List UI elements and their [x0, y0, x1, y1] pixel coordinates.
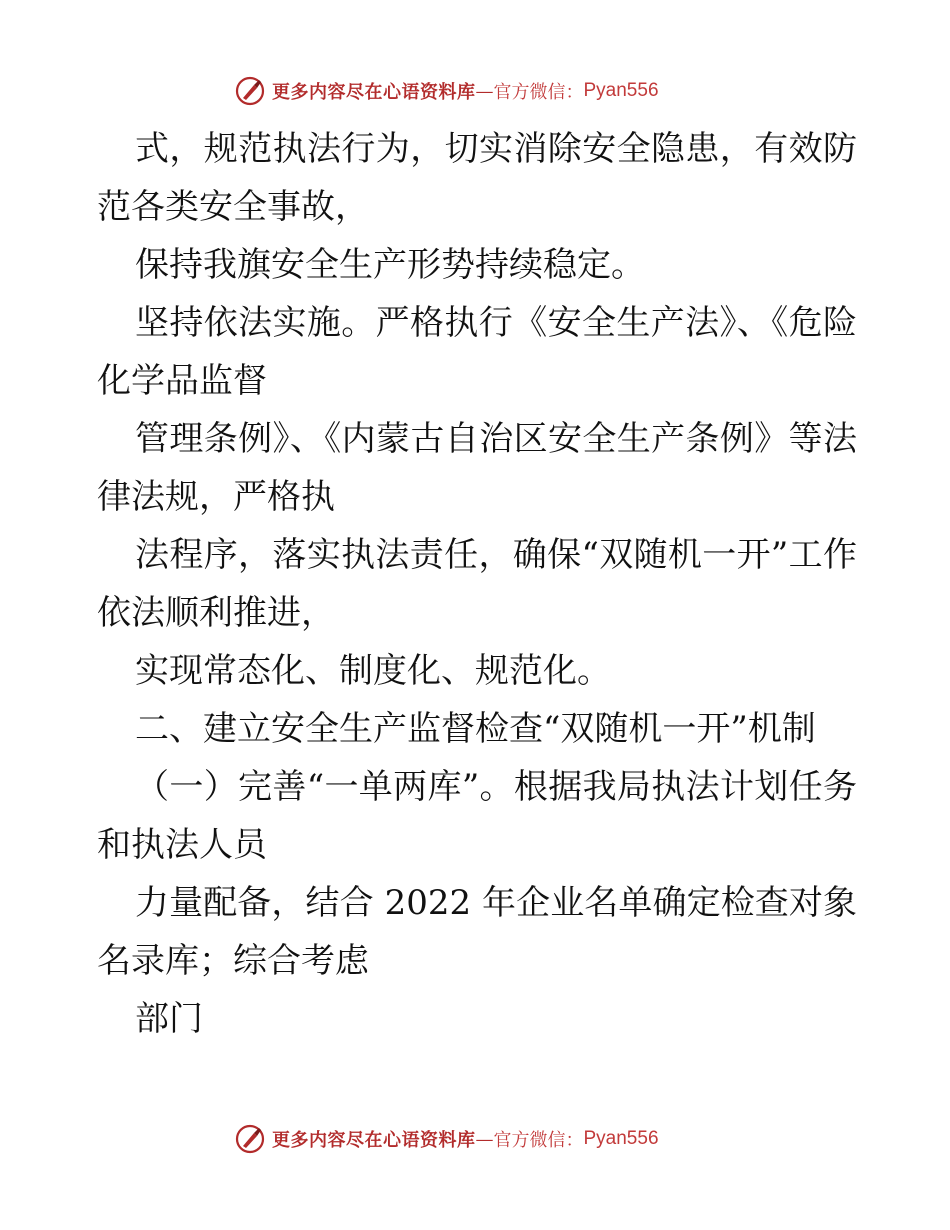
banner-separator: —: [475, 1128, 494, 1150]
paragraph: 管理条例》、《内蒙古自治区安全生产条例》等法律法规，严格执: [97, 419, 857, 517]
paragraph: 保持我旗安全生产形势持续稳定。: [135, 245, 645, 285]
paragraph: （一）完善“一单两库”。根据我局执法计划任务和执法人员: [97, 767, 857, 865]
banner-wechat-id: Pyan556: [583, 80, 659, 101]
banner-suffix: 官方微信：: [493, 82, 584, 103]
banner-text: 更多内容尽在心语资料库: [272, 82, 476, 103]
section-heading: 二、建立安全生产监督检查“双随机一开”机制: [135, 709, 816, 749]
paragraph: 法程序，落实执法责任，确保“双随机一开”工作依法顺利推进，: [97, 535, 857, 633]
paragraph: 式，规范执法行为，切实消除安全隐患，有效防范各类安全事故，: [97, 129, 857, 227]
paragraph: 部门: [135, 999, 203, 1039]
banner-text: 更多内容尽在心语资料库: [272, 1130, 476, 1151]
banner-suffix: 官方微信：: [493, 1130, 584, 1151]
banner-separator: —: [475, 80, 494, 102]
paragraph: 实现常态化、制度化、规范化。: [135, 651, 611, 691]
footer-watermark: [234, 1122, 754, 1156]
document-body: [97, 120, 857, 1048]
banner-wechat-id: Pyan556: [583, 1128, 659, 1149]
header-watermark: [234, 74, 754, 108]
paragraph: 坚持依法实施。严格执行《安全生产法》、《危险化学品监督: [97, 303, 857, 401]
paragraph: 力量配备，结合 2022 年企业名单确定检查对象名录库；综合考虑: [97, 883, 857, 981]
quill-logo-icon: [234, 1123, 266, 1155]
quill-logo-icon: [234, 75, 266, 107]
